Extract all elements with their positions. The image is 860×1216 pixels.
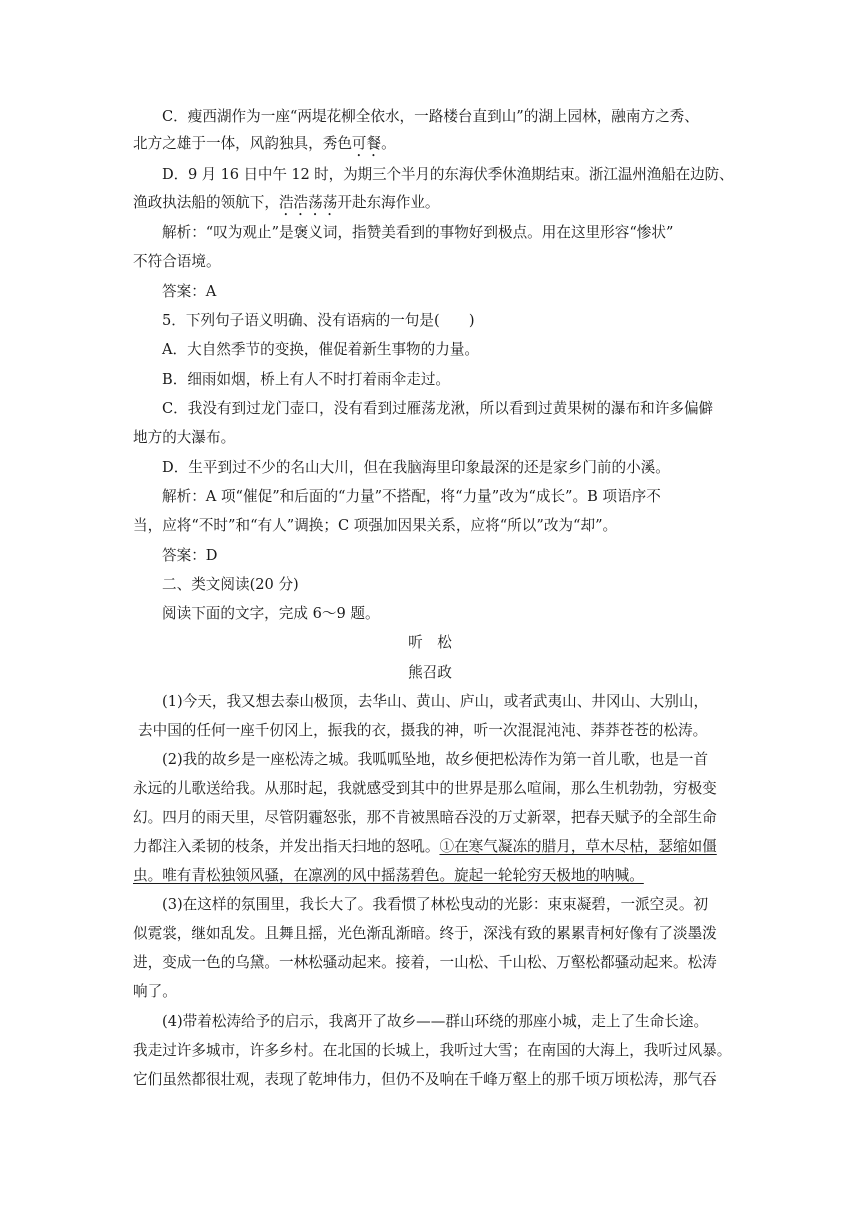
answer-line: 答案：A xyxy=(162,283,217,300)
paragraph-3-line: 似霓裳，继如乱发。且舞且摇，光色渐乱渐暗。终于，深浅有致的累累青柯好像有了淡墨泼 xyxy=(133,925,717,942)
paragraph-4-line: (4)带着松涛给予的启示，我离开了故乡——群山环绕的那座小城，走上了生命长途。 xyxy=(162,1013,709,1030)
answer-line: 答案：D xyxy=(162,547,218,564)
analysis-line-1: 解析：A 项“催促”和后面的“力量”不搭配，将“力量”改为“成长”。B 项语序不 xyxy=(162,488,661,505)
paragraph-4-line: 我走过许多城市，许多乡村。在北国的长城上，我听过大雪；在南国的大海上，我听过风暴。 xyxy=(133,1042,732,1059)
option-c-line-2: 地方的大瀑布。 xyxy=(133,429,236,446)
option-b: B．细雨如烟，桥上有人不时打着雨伞走过。 xyxy=(162,371,451,388)
paragraph-3-line: (3)在这样的氛围里，我长大了。我看惯了林松曳动的光影：束束凝碧，一派空灵。初 xyxy=(162,896,709,913)
option-a: A．大自然季节的变换，催促着新生事物的力量。 xyxy=(162,341,480,358)
option-d-line-2: 渔政执法船的领航下，浩浩荡荡开赴东海作业。 xyxy=(133,194,440,211)
paragraph-2-line: (2)我的故乡是一座松涛之城。我呱呱坠地，故乡便把松涛作为第一首儿歌，也是一首 xyxy=(162,751,709,768)
question-5-stem: 5．下列句子语义明确、没有语病的一句是( ) xyxy=(162,312,475,329)
emphasized-phrase: 可餐 xyxy=(351,135,382,152)
paragraph-1-line: 去中国的任何一座千仞冈上，振我的衣，摄我的神，听一次混混沌沌、莽莽苍苍的松涛。 xyxy=(138,722,708,739)
option-c-line-2: 北方之雄于一体，风韵独具，秀色可餐。 xyxy=(133,135,396,152)
paragraph-2-line: 永远的儿歌送给我。从那时起，我就感受到其中的世界是那么喧闹，那么生机勃勃，穷极变 xyxy=(133,780,717,797)
paragraph-4-line: 它们虽然都很壮观，表现了乾坤伟力，但仍不及响在千峰万壑上的那千顷万顷松涛，那气吞 xyxy=(133,1071,717,1088)
option-d: D．生平到过不少的名山大川，但在我脑海里印象最深的还是家乡门前的小溪。 xyxy=(162,459,670,476)
paragraph-3-line: 进，变成一色的乌黛。一林松骚动起来。接着，一山松、千山松、万壑松都骚动起来。松涛 xyxy=(133,954,717,971)
analysis-line-2: 当，应将“不时”和“有人”调换；C 项强加因果关系，应将“所以”改为“却”。 xyxy=(133,517,618,534)
paragraph-2-line: 幻。四月的雨天里，尽管阴霾怒张，那不肯被黑暗吞没的万丈新翠，把春天赋予的全部生命 xyxy=(133,809,717,826)
option-c-line-1: C．我没有到过龙门壶口，没有看到过雁荡龙湫，所以看到过黄果树的瀑布和许多偏僻 xyxy=(162,400,714,417)
article-title: 听 松 xyxy=(408,634,452,651)
article-author: 熊召政 xyxy=(408,664,452,681)
option-d-line-1: D．9 月 16 日中午 12 时，为期三个半月的东海伏季休渔期结束。浙江温州渔船在边防、 xyxy=(162,166,734,183)
section-heading: 二、类文阅读(20 分) xyxy=(162,576,299,593)
emphasized-phrase: 浩浩荡荡 xyxy=(278,194,338,211)
option-c-line-1: C．瘦西湖作为一座“两堤花柳全依水，一路楼台直到山”的湖上园林，融南方之秀、 xyxy=(162,108,699,125)
reading-instruction: 阅读下面的文字，完成 6～9 题。 xyxy=(162,605,380,622)
analysis-line-1: 解析：“叹为观止”是褒义词，指赞美看到的事物好到极点。用在这里形容“惨状” xyxy=(162,224,674,241)
paragraph-2-line xyxy=(133,866,735,886)
paragraph-3-line: 响了。 xyxy=(133,983,177,1000)
underlined-sentence-1: 虫。唯有青松独领风骚，在凛冽的风中摇荡碧色。旋起一轮轮穷天极地的呐喊。 xyxy=(133,867,644,884)
analysis-line-2: 不符合语境。 xyxy=(133,253,221,270)
paragraph-2-line: 力都注入柔韧的枝条，并发出指天扫地的怒吼。①在寒气凝冻的腊月，草木尽枯，瑟缩如僵 xyxy=(133,838,717,855)
paragraph-1-line: (1)今天，我又想去泰山极顶，去华山、黄山、庐山，或者武夷山、井冈山、大别山， xyxy=(162,693,709,710)
underlined-sentence-1: ①在寒气凝冻的腊月，草木尽枯，瑟缩如僵 xyxy=(439,838,717,855)
